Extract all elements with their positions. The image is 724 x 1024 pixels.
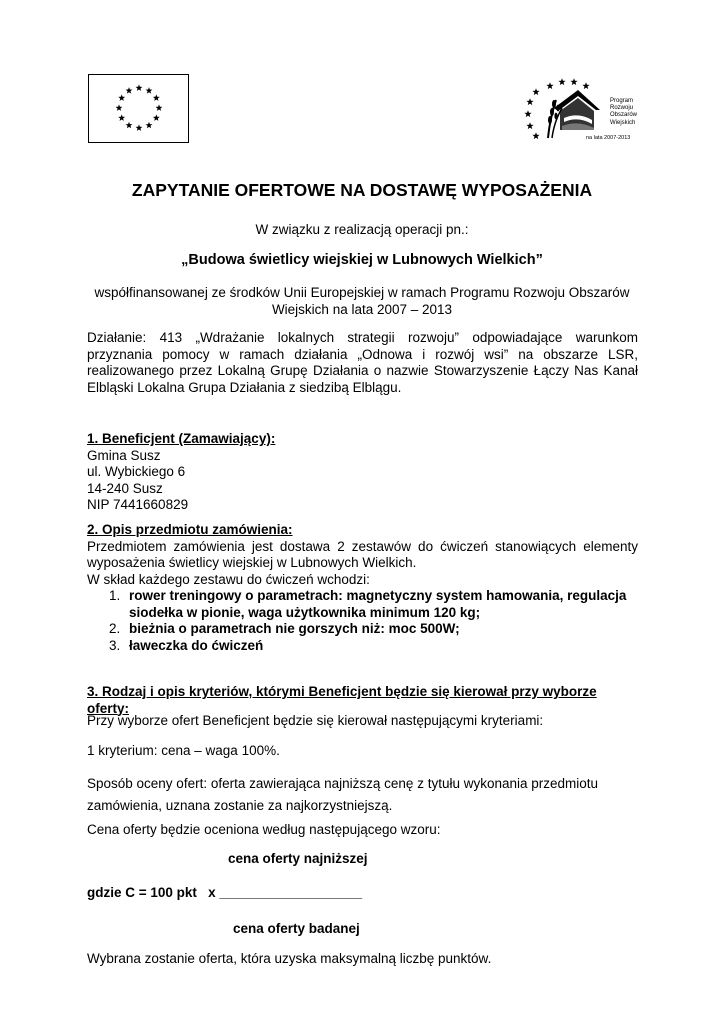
prow-star bbox=[546, 82, 553, 89]
prow-logo-text bbox=[610, 98, 637, 127]
section-heading: 1. Beneficjent (Zamawiający): bbox=[87, 431, 276, 446]
formula-intro: Cena oferty będzie oceniona według następującego wzoru: bbox=[87, 822, 441, 837]
prow-star bbox=[524, 110, 531, 117]
eu-stars-icon bbox=[89, 75, 188, 142]
document-title: ZAPYTANIE OFERTOWE NA DOSTAWĘ WYPOSAŻENIA bbox=[131, 180, 593, 200]
eu-star bbox=[146, 122, 153, 129]
list-item bbox=[87, 588, 638, 621]
beneficiary-line: Gmina Susz bbox=[87, 447, 161, 463]
conclusion-text: Wybrana zostanie oferta, która uzyska maksymalną liczbę punktów. bbox=[87, 951, 492, 966]
eu-star bbox=[116, 104, 123, 111]
eu-star bbox=[153, 94, 160, 101]
method-line: zamówienia, uznana zostanie za najkorzystniejszą. bbox=[87, 798, 393, 813]
prow-star bbox=[532, 88, 539, 95]
order-list-intro: W skład każdego zestawu do ćwiczeń wchodzi: bbox=[87, 571, 370, 587]
eu-star bbox=[153, 114, 160, 121]
action-paragraph: Działanie: 413 „Wdrażanie lokalnych strategii rozwoju” odpowiadające warunkom przyznania pomocy w ramach działania „Odnowa i rozwój wsi” na obszarze LSR, realizowanego przez Lokalną Grupę Działania o nazwie Stowarzyszenie Łączy Nas Kanał Elbląski Lokalna Grupa Działania z siedzibą Elblągu. bbox=[87, 330, 638, 395]
cofinance-text bbox=[0, 284, 724, 318]
prow-star bbox=[558, 78, 565, 85]
eu-star bbox=[118, 114, 125, 121]
beneficiary-line: ul. Wybickiego 6 bbox=[87, 464, 186, 479]
list-item bbox=[87, 638, 638, 655]
eu-star bbox=[126, 87, 133, 94]
section-criteria-heading: 3. Rodzaj i opis kryteriów, którymi Beneficjent będzie się kierował przy wyborze oferty: bbox=[87, 684, 597, 716]
cofinance-line: współfinansowanej ze środków Unii Europejskiej w ramach Programu Rozwoju Obszarów bbox=[94, 285, 630, 300]
eu-star bbox=[126, 122, 133, 129]
prow-star bbox=[526, 122, 533, 129]
list-item-number: 1. bbox=[109, 588, 121, 603]
formula-denominator: cena oferty badanej bbox=[233, 921, 360, 936]
eu-star bbox=[156, 104, 163, 111]
formula-numerator: cena oferty najniższej bbox=[228, 851, 368, 866]
list-item-number: 3. bbox=[109, 637, 121, 653]
eu-flag-logo bbox=[88, 74, 189, 143]
criteria-intro: Przy wyborze ofert Beneficjent będzie się kierował następującymi kryteriami: bbox=[87, 713, 544, 728]
operation-name: „Budowa świetlicy wiejskiej w Lubnowych Wielkich” bbox=[181, 252, 543, 268]
method-text bbox=[87, 773, 638, 817]
cofinance-line: Wiejskich na lata 2007 – 2013 bbox=[271, 302, 453, 317]
list-item-text: ławeczka do ćwiczeń bbox=[129, 637, 264, 653]
order-description-text: Przedmiotem zamówienia jest dostawa 2 zestawów do ćwiczeń stanowiących elementy wyposażenia świetlicy wiejskiej w Lubnowych Wielkich. bbox=[87, 538, 638, 570]
list-item-number: 2. bbox=[109, 621, 121, 636]
prow-logo bbox=[520, 78, 640, 148]
eu-star bbox=[146, 87, 153, 94]
prow-star bbox=[526, 98, 533, 105]
eu-star bbox=[136, 84, 143, 91]
beneficiary-line: 14-240 Susz bbox=[87, 480, 163, 496]
intro-text: W związku z realizacją operacji pn.: bbox=[255, 222, 469, 237]
criterion-text: 1 kryterium: cena – waga 100%. bbox=[87, 743, 280, 758]
prow-text-line: Program bbox=[610, 98, 634, 104]
list-item bbox=[87, 621, 638, 638]
section-beneficiary bbox=[87, 431, 638, 514]
formula-line: gdzie C = 100 pkt x ___________________ bbox=[87, 885, 363, 900]
eu-star bbox=[118, 94, 125, 101]
prow-star bbox=[570, 78, 577, 85]
list-item-text: rower treningowy o parametrach: magnetyczny system hamowania, regulacja siodełka w pionie, waga użytkownika minimum 120 kg; bbox=[129, 588, 627, 620]
beneficiary-line: NIP 7441660829 bbox=[87, 497, 189, 512]
prow-star bbox=[532, 132, 539, 139]
eu-star bbox=[136, 124, 143, 131]
section-order-description bbox=[87, 522, 638, 654]
list-item-text: bieżnia o parametrach nie gorszych niż: moc 500W; bbox=[129, 621, 460, 636]
prow-star bbox=[582, 82, 589, 89]
method-line: Sposób oceny ofert: oferta zawierająca najniższą cenę z tytułu wykonania przedmiotu bbox=[87, 776, 599, 791]
prow-logo-years: na lata 2007-2013 bbox=[586, 135, 631, 141]
prow-text-line: Wiejskich bbox=[610, 119, 636, 126]
section-heading: 2. Opis przedmiotu zamówienia: bbox=[87, 522, 293, 537]
prow-text-line: Obszarów bbox=[610, 112, 638, 119]
prow-text-line: Rozwoju bbox=[610, 105, 634, 112]
